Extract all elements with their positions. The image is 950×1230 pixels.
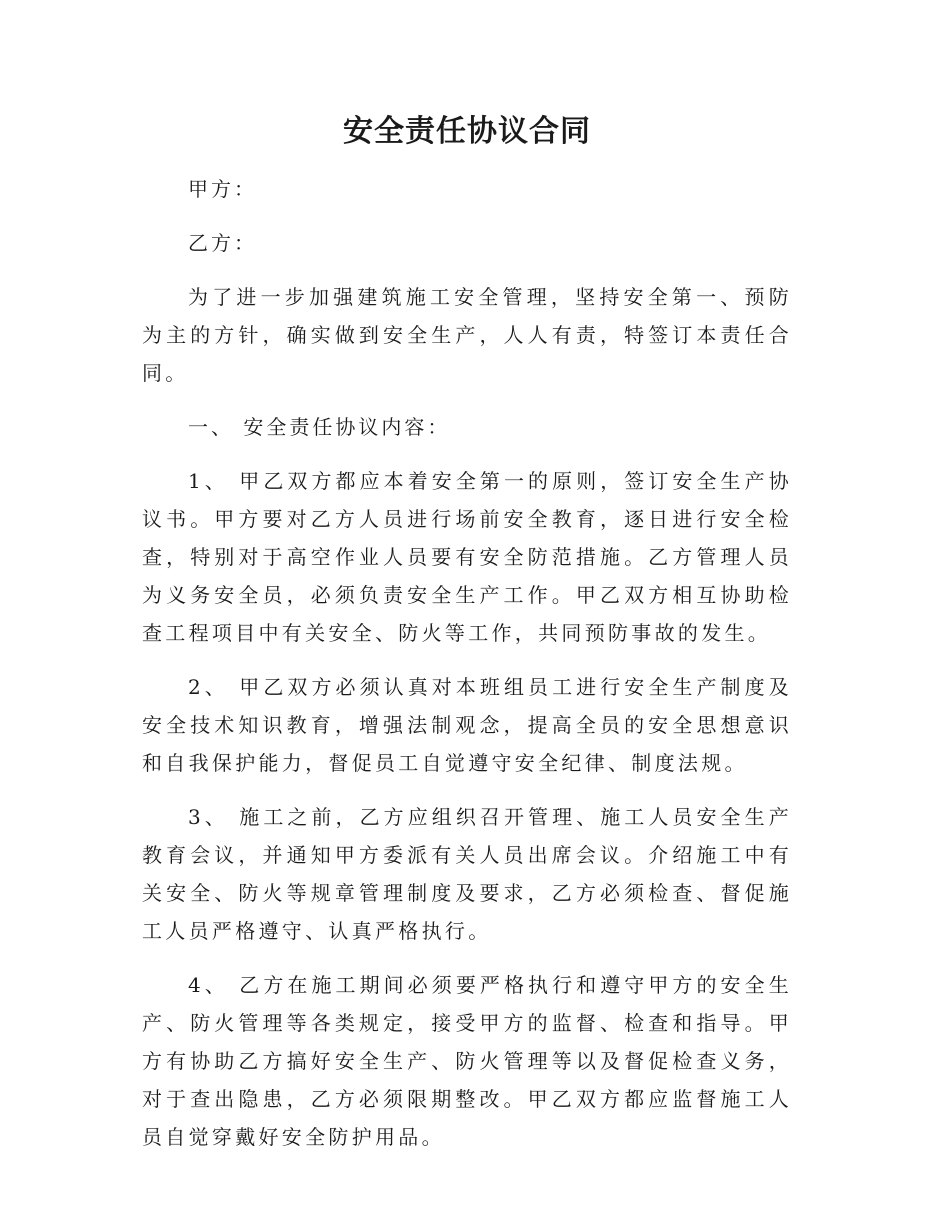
clause-1: 1、 甲乙双方都应本着安全第一的原则，签订安全生产协议书。甲方要对乙方人员进行场前安全教育，逐日进行安全检查，特别对于高空作业人员要有安全防范措施。乙方管理人员为义务安全员，必须负责安全生产工作。甲乙双方相互协助检查工程项目中有关安全、防火等工作，共同预防事故的发生。 <box>142 469 792 645</box>
clause-4: 4、 乙方在施工期间必须要严格执行和遵守甲方的安全生产、防火管理等各类规定，接受甲方的监督、检查和指导。甲方有协助乙方搞好安全生产、防火管理等以及督促检查义务，对于查出隐患，乙方必须限期整改。甲乙双方都应监督施工人员自觉穿戴好安全防护用品。 <box>142 973 792 1149</box>
clause-3: 3、 施工之前，乙方应组织召开管理、施工人员安全生产教育会议，并通知甲方委派有关人员出席会议。介绍施工中有关安全、防火等规章管理制度及要求，乙方必须检查、督促施工人员严格遵守、认真严格执行。 <box>142 805 792 943</box>
clause-2: 2、 甲乙双方必须认真对本班组员工进行安全生产制度及安全技术知识教育，增强法制观念，提高全员的安全思想意识和自我保护能力，督促员工自觉遵守安全纪律、制度法规。 <box>142 675 792 775</box>
intro-paragraph: 为了进一步加强建筑施工安全管理，坚持安全第一、预防为主的方针，确实做到安全生产，人人有责，特签订本责任合同。 <box>142 285 792 385</box>
party-a-label: 甲方： <box>188 177 257 201</box>
section-heading: 一、 安全责任协议内容： <box>188 415 451 439</box>
party-b-label: 乙方： <box>188 231 257 255</box>
document-page <box>142 108 792 1172</box>
document-title: 安全责任协议合同 <box>343 114 591 149</box>
